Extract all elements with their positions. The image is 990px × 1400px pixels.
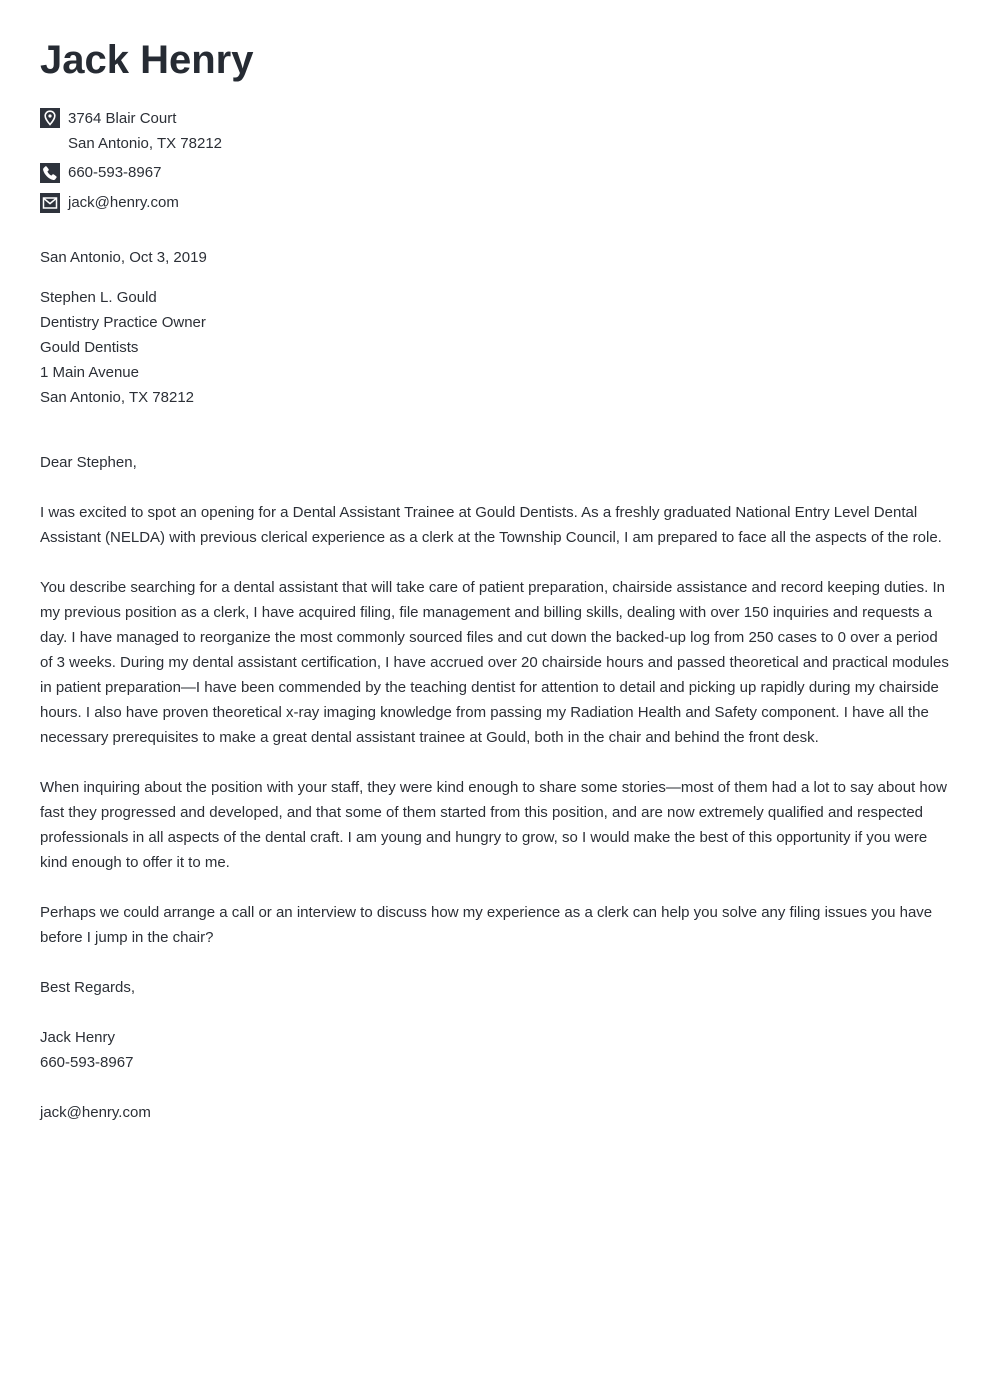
address-line-1: 3764 Blair Court bbox=[68, 110, 177, 127]
recipient-company: Gould Dentists bbox=[40, 339, 139, 356]
email-text[interactable]: jack@henry.com bbox=[68, 194, 179, 211]
recipient-title: Dentistry Practice Owner bbox=[40, 314, 206, 331]
signature-email[interactable]: jack@henry.com bbox=[40, 1104, 151, 1121]
phone-icon bbox=[40, 163, 60, 183]
address-text bbox=[68, 108, 222, 156]
body-paragraph-2: You describe searching for a dental assistant that will take care of patient preparation, chairside assistance and record keeping duties. In my previous position as a clerk, I have acquired filing, file management and billing skills, dealing with over 150 inquiries and requests a day. I have managed to reorganize the most commonly sourced files and cut down the backed-up log from 250 cases to 0 over a period of 3 weeks. During my dental assistant certification, I have accrued over 20 chairside hours and passed theoretical and practical modules in patient preparation—I have been commended by the teaching dentist for attention to detail and picking up rapidly during my chairside hours. I also have proven theoretical x-ray imaging knowledge from passing my Radiation Health and Safety component. I have all the necessary prerequisites to make a great dental assistant trainee at Gould, both in the chair and behind the front desk. bbox=[40, 579, 949, 746]
email-icon bbox=[40, 193, 60, 213]
letter-date: San Antonio, Oct 3, 2019 bbox=[40, 249, 207, 266]
body-paragraph-4: Perhaps we could arrange a call or an interview to discuss how my experience as a clerk can help you solve any filing issues you have before I jump in the chair? bbox=[40, 904, 933, 946]
contact-email bbox=[40, 193, 179, 213]
applicant-name: Jack Henry bbox=[40, 38, 254, 82]
salutation: Dear Stephen, bbox=[40, 454, 137, 471]
signature-phone: 660-593-8967 bbox=[40, 1054, 134, 1071]
body-paragraph-3: When inquiring about the position with your staff, they were kind enough to share some stories—most of them had a lot to say about how fast they progressed and developed, and that some of them started from this position, and are now extremely qualified and respected professionals in all aspects of the dental craft. I am young and hungry to grow, so I would make the best of this opportunity if you were kind enough to offer it to me. bbox=[40, 779, 947, 871]
closing: Best Regards, bbox=[40, 979, 136, 996]
contact-address bbox=[40, 108, 223, 152]
phone-text[interactable]: 660-593-8967 bbox=[68, 164, 162, 181]
recipient-city: San Antonio, TX 78212 bbox=[40, 389, 195, 406]
contact-phone bbox=[40, 163, 161, 183]
location-icon bbox=[40, 108, 60, 128]
recipient-name: Stephen L. Gould bbox=[40, 289, 157, 306]
body-paragraph-1: I was excited to spot an opening for a Dental Assistant Trainee at Gould Dentists. As a freshly graduated National Entry Level Dental Assistant (NELDA) with previous clerical experience as a clerk at the Township Council, I am prepared to face all the aspects of the role. bbox=[40, 504, 942, 546]
recipient-street: 1 Main Avenue bbox=[40, 364, 139, 381]
address-line-2: San Antonio, TX 78212 bbox=[68, 135, 223, 152]
signature-name: Jack Henry bbox=[40, 1029, 116, 1046]
